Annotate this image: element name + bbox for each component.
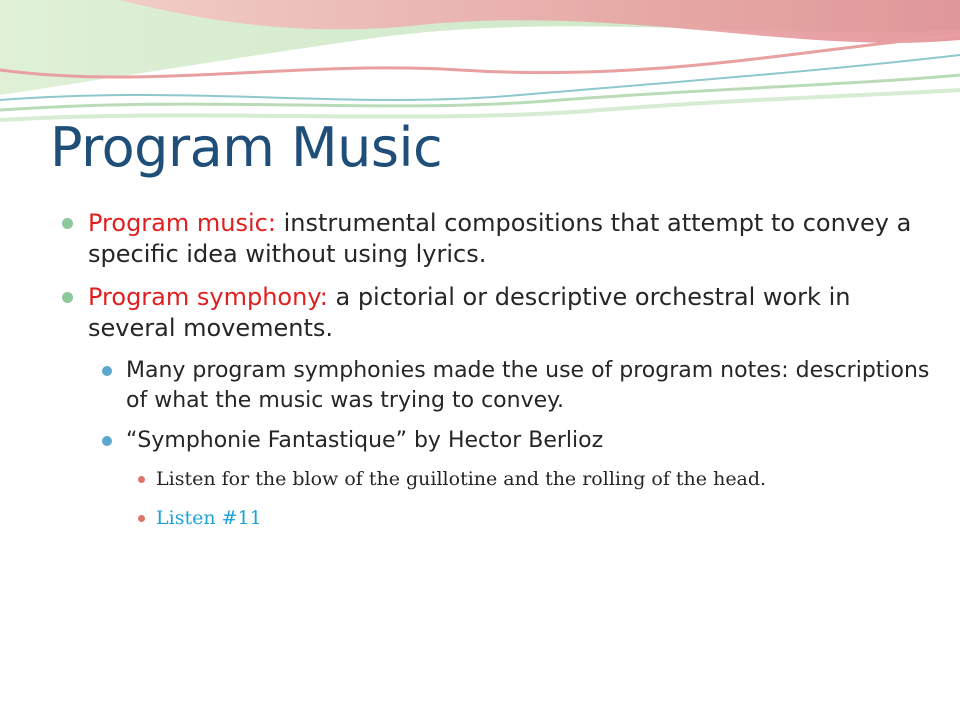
- slide-title: Program Music: [50, 116, 443, 179]
- guillotine-text: Listen for the blow of the guillotine and the rolling of the head.: [156, 468, 767, 490]
- bullet-list: [62, 208, 942, 544]
- bullet-dot-icon: [102, 366, 112, 376]
- symphonie-fantastique-text: “Symphonie Fantastique” by Hector Berlioz: [126, 428, 604, 453]
- bullet-program-notes: [102, 356, 942, 416]
- bullet-listen: [134, 505, 942, 532]
- definition-program-symphony: a pictorial or descriptive orchestral work in several movements.: [88, 283, 851, 342]
- bullet-program-symphony: [62, 282, 942, 344]
- bullet-dot-icon: [138, 515, 145, 522]
- bullet-dot-icon: [62, 218, 73, 229]
- definition-program-music: instrumental compositions that attempt to convey a specific idea without using lyrics.: [88, 209, 912, 268]
- program-notes-text: Many program symphonies made the use of program notes: descriptions of what the music was trying to convey.: [126, 358, 930, 413]
- bullet-dot-icon: [62, 292, 73, 303]
- bullet-guillotine: [134, 466, 942, 493]
- term-program-music: Program music:: [88, 209, 276, 237]
- listen-link[interactable]: Listen #11: [156, 507, 262, 529]
- bullet-program-music: [62, 208, 942, 270]
- bullet-dot-icon: [138, 476, 145, 483]
- bullet-dot-icon: [102, 436, 112, 446]
- bullet-symphonie-fantastique: [102, 426, 942, 456]
- term-program-symphony: Program symphony:: [88, 283, 328, 311]
- decorative-banner: [0, 0, 960, 130]
